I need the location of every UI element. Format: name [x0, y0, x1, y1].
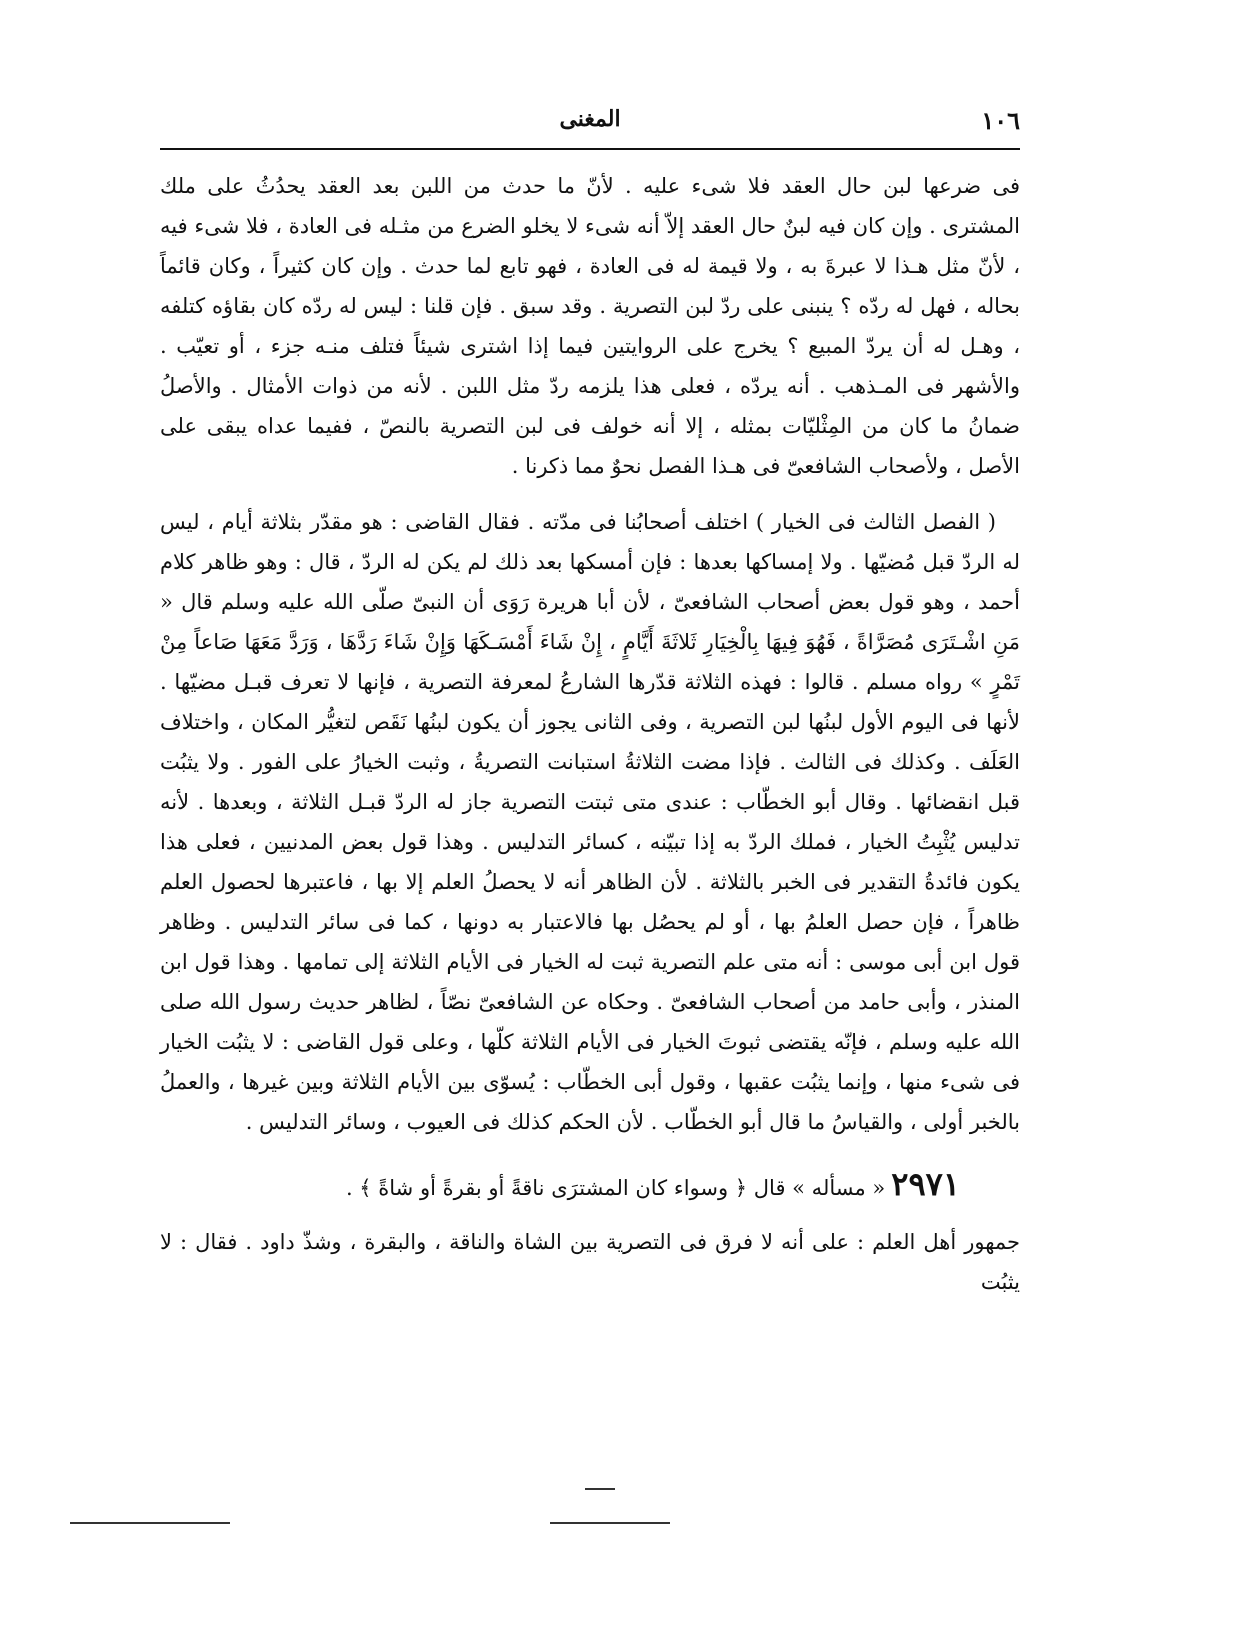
- footer-rule-left: [70, 1522, 230, 1524]
- running-title: المغنى: [559, 106, 621, 132]
- problem-number: ٢٩٧١: [891, 1165, 960, 1203]
- problem-text: « مسأله » قال ﴿ وسواء كان المشترَى ناقةً أو بقرةً أو شاةً ﴾ .: [345, 1176, 886, 1200]
- page-number: ١٠٦: [981, 106, 1020, 135]
- footer-mark: [585, 1488, 615, 1490]
- page-header: [160, 100, 1020, 150]
- paragraph-2: ( الفصل الثالث فى الخيار ) اختلف أصحابُنا فى مدّته . فقال القاضى : هو مقدّر بثلاثة أيام ، ليس له الردّ قبل مُضيّها . ولا إمساكها بعدها : فإن أمسكها بعد ذلك لم يكن له الردّ ، قال : وهو ظاهر كلام أحمد ، وهو قول بعض أصحاب الشافعىّ ، لأن أبا هريرة رَوَى أن النبىّ صلّى الله عليه وسلم قال « مَنِ اشْـتَرَى مُصَرَّاةً ، فَهُوَ فِيهَا بِالْخِيَارِ ثَلاثَةَ أَيَّامٍ ، إِنْ شَاءَ أَمْسَـكَهَا وَإِنْ شَاءَ رَدَّهَا ، وَرَدَّ مَعَهَا صَاعاً مِنْ تَمْرٍ » رواه مسلم . قالوا : فهذه الثلاثة قدّرها الشارعُ لمعرفة التصرية ، فإنها لا تعرف قبـل مضيّها . لأنها فى اليوم الأول لبنُها لبن التصرية ، وفى الثانى يجوز أن يكون لبنُها نَقَص لتغيُّر المكان ، واختلاف العَلَف . وكذلك فى الثالث . فإذا مضت الثلاثةُ استبانت التصريةُ ، وثبت الخيارُ على الفور . ولا يثبُت قبل انقضائها . وقال أبو الخطّاب : عندى متى ثبتت التصرية جاز له الردّ قبـل الثلاثة ، وبعدها . لأنه تدليس يُثْبِتُ الخيار ، فملك الردّ به إذا تبيّنه ، كسائر التدليس . وهذا قول بعض المدنيين ، فعلى هذا يكون فائدةُ التقدير فى الخبر بالثلاثة . لأن الظاهر أنه لا يحصلُ العلم إلا بها ، فاعتبرها لحصول العلم ظاهراً ، فإن حصل العلمُ بها ، أو لم يحصُل بها فالاعتبار به دونها ، كما فى سائر التدليس . وظاهر قول ابن أبى موسى : أنه متى علم التصرية ثبت له الخيار فى الأيام الثلاثة إلى تمامها . وهذا قول ابن المنذر ، وأبى حامد من أصحاب الشافعىّ . وحكاه عن الشافعىّ نصّاً ، لظاهر حديث رسول الله صلى الله عليه وسلم ، فإنّه يقتضى ثبوتَ الخيار فى الأيام الثلاثة كلّها ، وعلى قول القاضى : لا يثبُت الخيار فى شىء منها ، وإنما يثبُت عقبها ، وقول أبى الخطّاب : يُسوّى بين الأيام الثلاثة وبين غيرها ، والعملُ بالخبر أولى ، والقياسُ ما قال أبو الخطّاب . لأن الحكم كذلك فى العيوب ، وسائر التدليس .: [160, 510, 1020, 1134]
- book-page: [160, 100, 1020, 1620]
- paragraph-3: جمهور أهل العلم : على أنه لا فرق فى التصرية بين الشاة والناقة ، والبقرة ، وشذّ داود . فقال : لا يثبُت: [160, 1230, 1020, 1294]
- body-text: [160, 166, 1020, 1302]
- paragraph-1: فى ضرعها لبن حال العقد فلا شىء عليه . لأنّ ما حدث من اللبن بعد العقد يحدُثُ على ملك المشترى . وإن كان فيه لبنٌ حال العقد إلاّ أنه شىء لا يخلو الضرع من مثـله فى العادة ، فلا شىء فيه ، لأنّ مثل هـذا لا عبرةَ به ، ولا قيمة له فى العادة ، فهو تابع لما حدث . وإن كان كثيراً ، وكان قائماً بحاله ، فهل له ردّه ؟ ينبنى على ردّ لبن التصرية . وقد سبق . فإن قلنا : ليس له ردّه كان بقاؤه كتلفه ، وهـل له أن يردّ المبيع ؟ يخرج على الروايتين فيما إذا اشترى شيئاً فتلف منـه جزء ، أو تعيّب . والأشهر فى المـذهب . أنه يردّه ، فعلى هذا يلزمه ردّ مثل اللبن . لأنه من ذوات الأمثال . والأصلُ ضمانُ ما كان من المِثْليّات بمثله ، إلا أنه خولف فى لبن التصرية بالنصّ ، ففيما عداه يبقى على الأصل ، ولأصحاب الشافعىّ فى هـذا الفصل نحوٌ مما ذكرنا .: [160, 174, 1020, 478]
- problem-heading: [160, 1164, 1020, 1208]
- footer-rule-center: [550, 1522, 670, 1524]
